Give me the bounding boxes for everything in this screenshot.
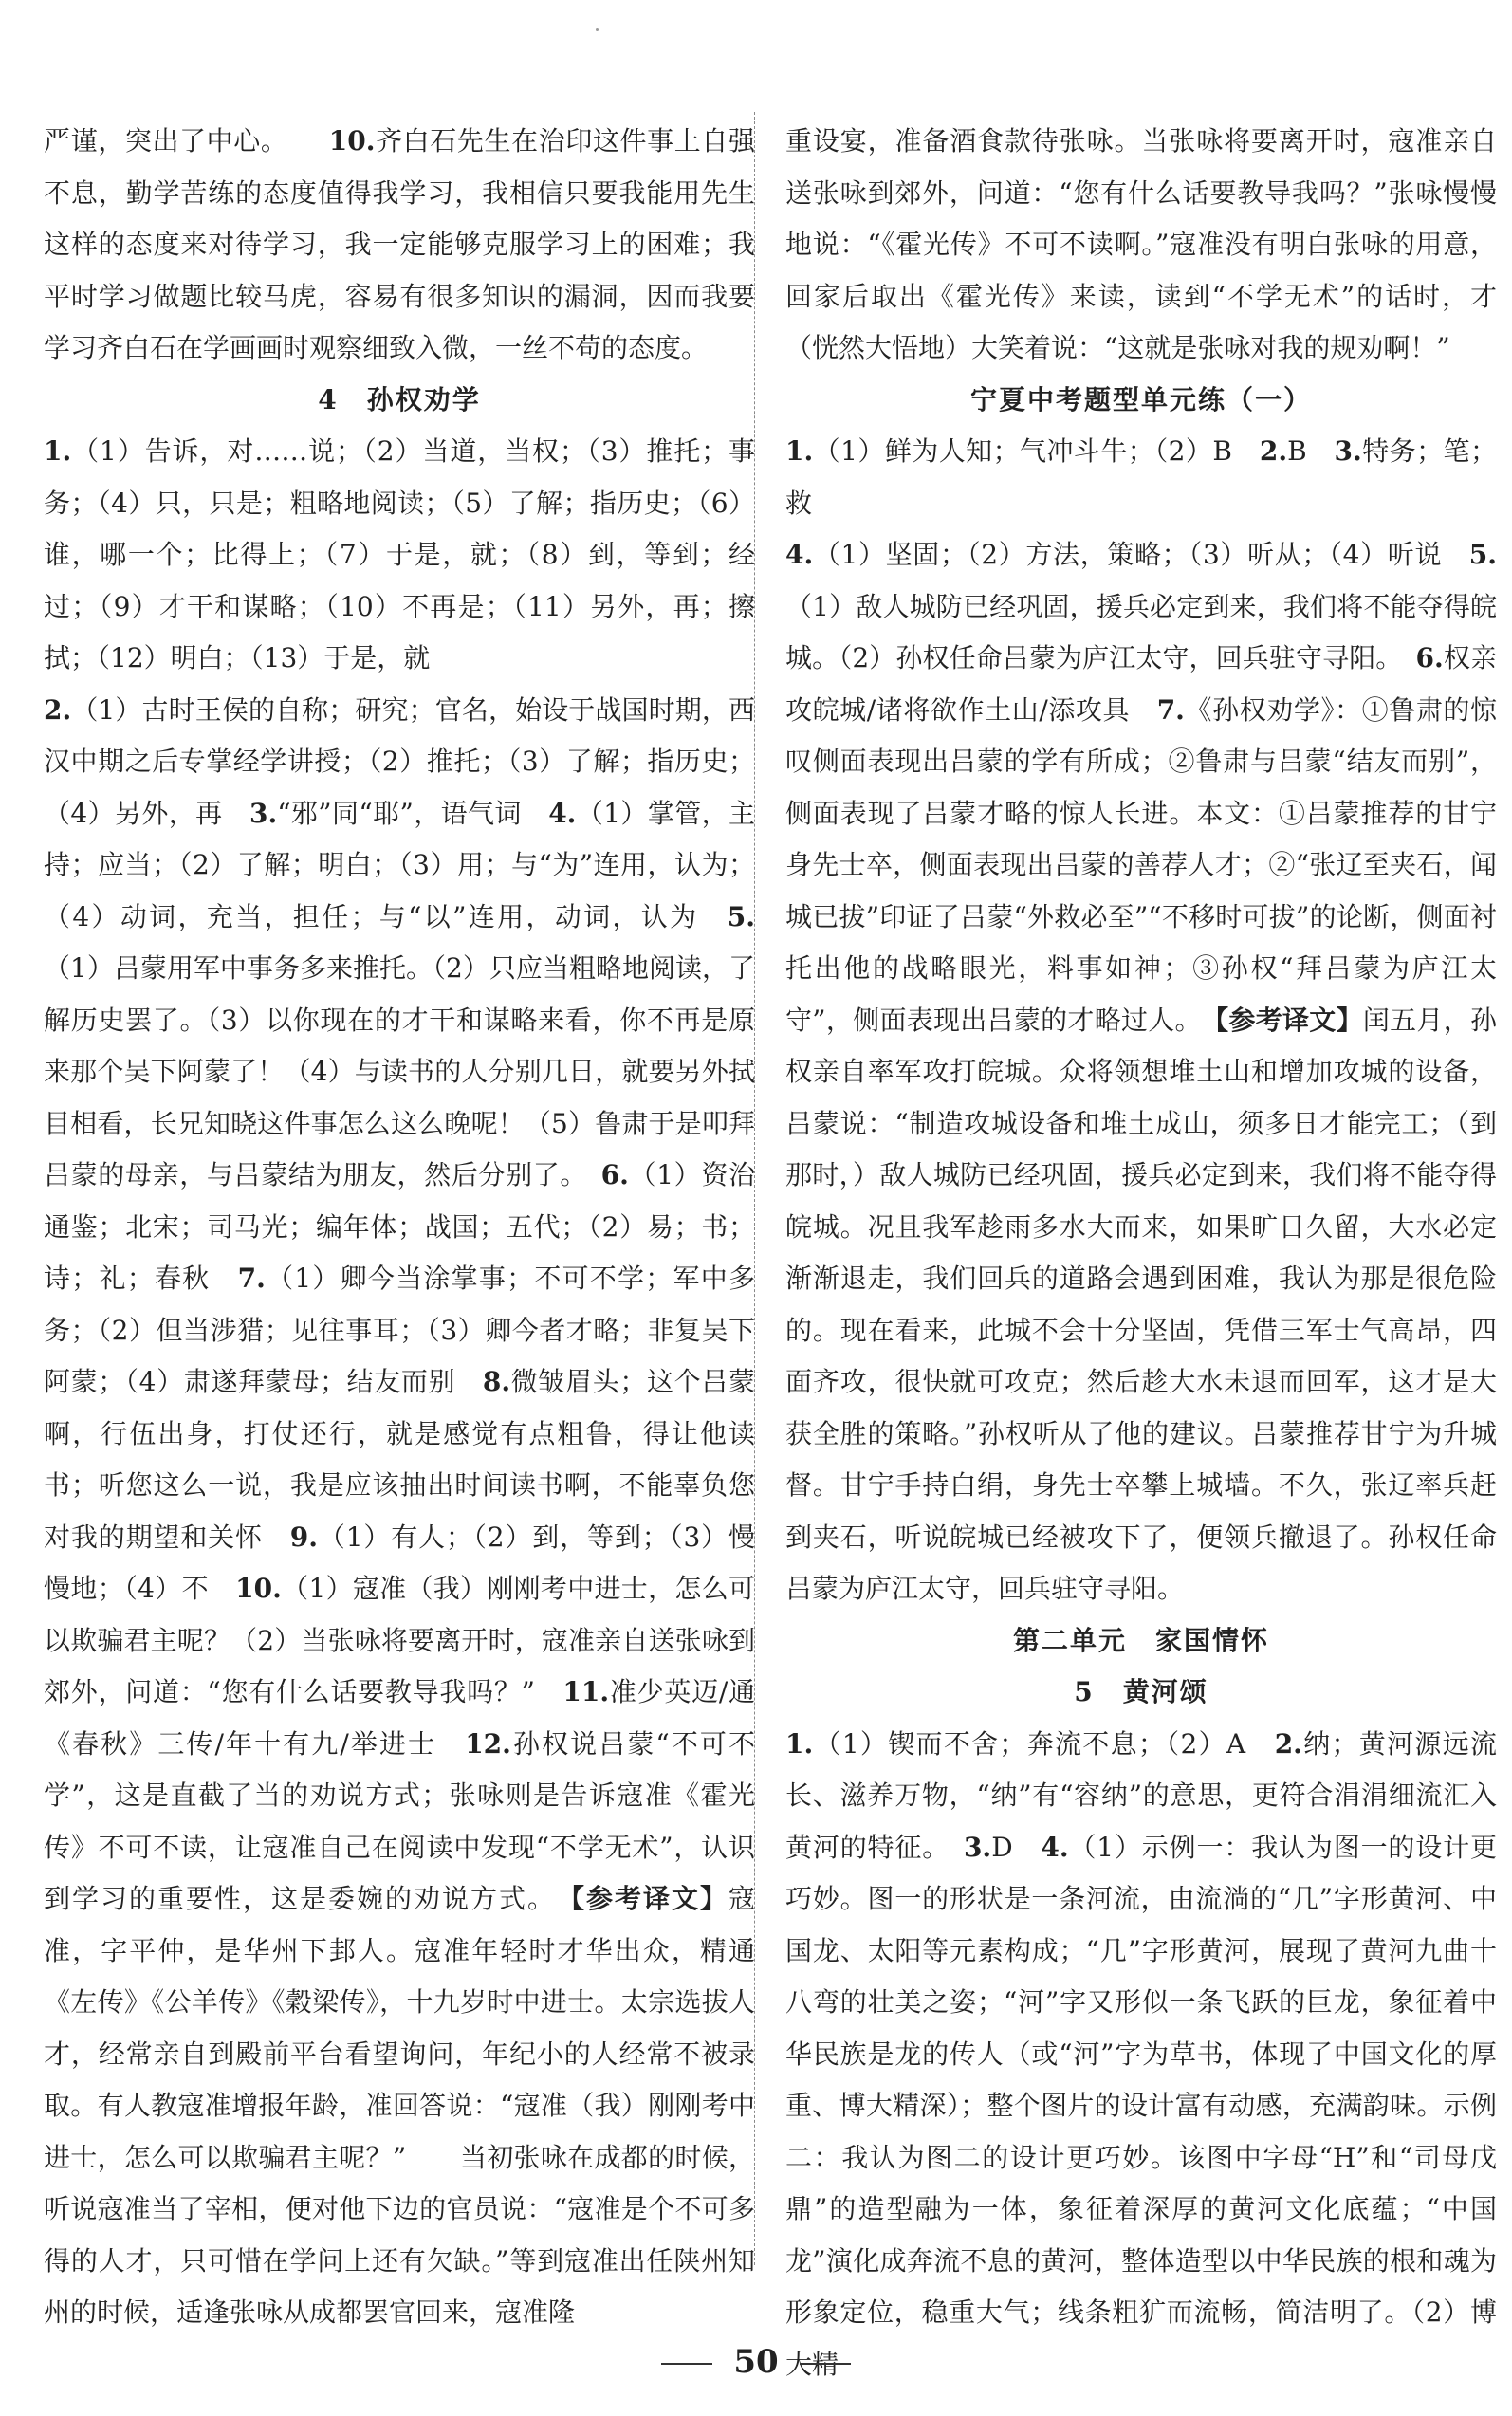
answers-sun-quan: 1.（1）告诉，对……说；（2）当道，当权；（3）推托；事务；（4）只，只是；粗略地阅读；（5）了解；指历史；（6）谁，哪一个；比得上；（7）于是，就；（8）到，等到；经过；（9）才干和谋略；（10）不再是；（11）另外，再；擦拭；（12）明白；（13）于是，就 bbox=[44, 435, 755, 673]
continued-paragraph: 严谨，突出了中心。 10.齐白石先生在治印这件事上自强不息，勤学苦练的态度值得我学习，我相信只要我能用先生这样的态度来对待学习，我一定能够克服学习上的困难；我平时学习做题比较马虎，容易有很多知识的漏洞，因而我要学习齐白石在学画画时观察细致入微，一丝不苟的态度。 bbox=[44, 125, 755, 363]
section-title-sun-quan: 4 孙权劝学 bbox=[318, 383, 481, 415]
unit-title: 第二单元 家国情怀 bbox=[1012, 1624, 1269, 1656]
scan-dot bbox=[596, 28, 599, 31]
section-title-ningxia: 宁夏中考题型单元练（一） bbox=[969, 383, 1312, 415]
answers-ningxia-2: 4.（1）坚固；（2）方法，策略；（3）听从；（4）听说 5.（1）敌人城防已经巩固，援兵必定到来，我们将不能夺得皖城。（2）孙权任命吕蒙为庐江太守，回兵驻守寻阳。 6.权亲攻皖城/诸将欲作土山/添攻具 7.《孙权劝学》：①鲁肃的惊叹侧面表现出吕蒙的学有所成；②鲁肃与吕蒙“结友而别”，侧面表现了吕蒙才略的惊人长进。本文：①吕蒙推荐的甘宁身先士卒，侧面表现出吕蒙的善荐人才；②“张辽至夹石，闻城已拔”印证了吕蒙“外救必至”“不移时可拔”的论断，侧面衬托出他的战略眼光，料事如神；③孙权“拜吕蒙为庐江太守”，侧面表现出吕蒙的才略过人。 【参考译文】闰五月，孙权亲自率军攻打皖城。众将领想堆土山和增加攻城的设备，吕蒙说：“制造攻城设备和堆土成山，须多日才能完工；（到那时，）敌人城防已经巩固，援兵必定到来，我们将不能夺得皖城。况且我军趁雨多水大而来，如果旷日久留，大水必定渐渐退走，我们回兵的道路会遇到困难，我认为那是很危险的。现在看来，此城不会十分坚固，凭借三军士气高昂，四面齐攻，很快就可攻克；然后趁大水未退而回军，这才是大获全胜的策略。”孙权听从了他的建议。吕蒙推荐甘宁为升城督。甘宁手持白绢，身先士卒攀上城墙。不久，张辽率兵赶到夹石，听说皖城已经被攻下了，便领兵撤退了。孙权任命吕蒙为庐江太守，回兵驻守寻阳。 bbox=[785, 539, 1497, 1604]
answers-ningxia: 1.（1）鲜为人知；气冲斗牛；（2）B 2.B 3.特务；笔；救 bbox=[785, 435, 1497, 519]
right-column bbox=[785, 116, 1497, 2390]
answers-yellow-river: 1.（1）锲而不舍；奔流不息；（2）A 2.纳；黄河源远流长、滋养万物，“纳”有“容纳”的意思，更符合涓涓细流汇入黄河的特征。 3.D 4.（1）示例一：我认为图一的设计更巧妙。图一的形状是一条河流，由流淌的“几”字形黄河、中国龙、太阳等元素构成；“几”字形黄河，展现了黄河九曲十八弯的壮美之姿；“河”字又形似一条飞跃的巨龙，象征着中华民族是龙的传人（或“河”字为草书，体现了中国文化的厚重、博大精深）；整个图片的设计富有动感，充满韵味。示例二：我认为图二的设计更巧妙。该图中字母“H”和“司母戊鼎”的造型融为一体，象征着深厚的黄河文化底蕴；“中国龙”演化成奔流不息的黄河，整体造型以中华民族的根和魂为形象定位，稳重大气；线条粗犷而流畅，简洁明了。（2）博大精 bbox=[785, 1727, 1497, 2380]
column-divider bbox=[754, 112, 755, 2265]
left-column bbox=[44, 116, 755, 2339]
continued-translation: 重设宴，准备酒食款待张咏。当张咏将要离开时，寇准亲自送张咏到郊外，问道：“您有什么话要教导我吗？”张咏慢慢地说：“《霍光传》不可不读啊。”寇准没有明白张咏的用意，回家后取出《霍光传》来读，读到“不学无术”的话时，才（恍然大悟地）大笑着说：“这就是张咏对我的规劝啊！” bbox=[785, 125, 1497, 363]
lesson-title-yellow-river: 5 黄河颂 bbox=[1074, 1676, 1208, 1707]
answers-sun-quan-2: 2.（1）古时王侯的自称；研究；官名，始设于战国时期，西汉中期之后专掌经学讲授；（2）推托；（3）了解；指历史；（4）另外，再 3.“邪”同“耶”，语气词 4.（1）掌管，主持；应当；（2）了解；明白；（3）用；与“为”连用，认为；（4）动词，充当，担任；与“以”连用，动词，认为 5.（1）吕蒙用军中事务多来推托。（2）只应当粗略地阅读，了解历史罢了。（3）以你现在的才干和谋略来看，你不再是原来那个吴下阿蒙了！（4）与读书的人分别几日，就要另外拭目相看，长兄知晓这件事怎么这么晚呢！（5）鲁肃于是叩拜吕蒙的母亲，与吕蒙结为朋友，然后分别了。 6.（1）资治通鉴；北宋；司马光；编年体；战国；五代；（2）易；书；诗；礼；春秋 7.（1）卿今当涂掌事；不可不学；军中多务；（2）但当涉猎；见往事耳；（3）卿今者才略；非复吴下阿蒙；（4）肃遂拜蒙母；结友而别 8.微皱眉头；这个吕蒙啊，行伍出身，打仗还行，就是感觉有点粗鲁，得让他读书；听您这么一说，我是应该抽出时间读书啊，不能辜负您对我的期望和关怀 9.（1）有人；（2）到，等到；（3）慢慢地；（4）不 10.（1）寇准（我）刚刚考中进士，怎么可以欺骗君主呢？（2）当张咏将要离开时，寇准亲自送张咏到郊外，问道：“您有什么话要教导我吗？” 11.准少英迈/通《春秋》三传/年十有九/举进士 12.孙权说吕蒙“不可不学”，这是直截了当的劝说方式；张咏则是告诉寇准《霍光传》不可不读，让寇准自己在阅读中发现“不学无术”，认识到学习的重要性，这是委婉的劝说方式。 【参考译文】寇准，字平仲，是华州下邽人。寇准年轻时才华出众，精通《左传》《公羊传》《穀梁传》，十九岁时中进士。太宗选拔人才，经常亲自到殿前平台看望询问，年纪小的人经常不被录取。有人教寇准增报年龄，准回答说：“寇准（我）刚刚考中进士，怎么可以欺骗君主呢？” 当初张咏在成都的时候，听说寇准当了宰相，便对他下边的官员说：“寇准是个不可多得的人才，只可惜在学问上还有欠缺。”等到寇准出任陕州知州的时候，适逢张咏从成都罢官回来，寇准隆 bbox=[44, 693, 755, 2328]
page-number: 50 bbox=[0, 2343, 1512, 2381]
